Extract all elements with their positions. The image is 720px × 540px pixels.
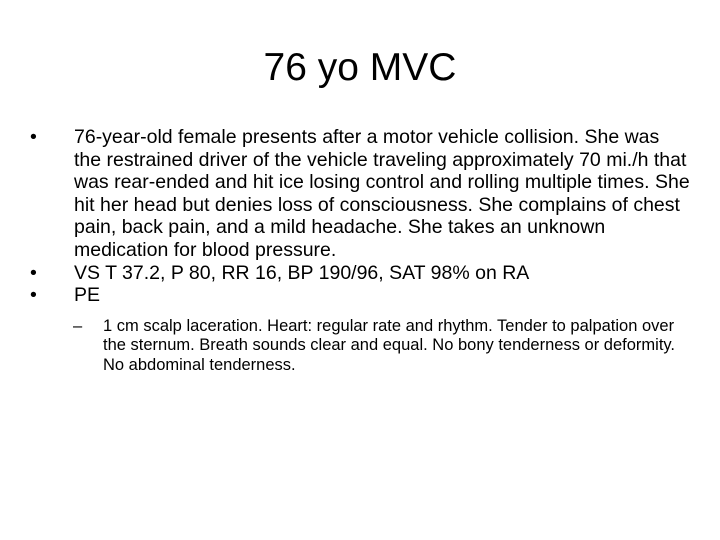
- bullet-marker: •: [30, 126, 37, 148]
- slide-title: 76 yo MVC: [263, 46, 457, 89]
- bullet-physical-exam-text: PE: [74, 284, 101, 307]
- sub-bullet-marker: –: [73, 316, 83, 335]
- bullet-history-text: 76-year-old female presents after a motor vehicle collision. She was the restrained driver of the vehicle traveling approximately 70 mi./h that was rear-ended and hit ice losing control and rolling multiple times. She hit her head but denies loss of consciousness. She complains of chest pain, back pain, and a mild headache. She takes an unknown medication for blood pressure.: [74, 126, 690, 261]
- bullet-history: [30, 126, 690, 262]
- sub-bullet-exam-findings-text: 1 cm scalp laceration. Heart: regular rate and rhythm. Tender to palpation over the sternum. Breath sounds clear and equal. No bony tenderness or deformity. No abdominal tenderness.: [103, 316, 676, 374]
- bullet-vital-signs-text: VS T 37.2, P 80, RR 16, BP 190/96, SAT 98% on RA: [74, 261, 530, 284]
- bullet-physical-exam: [30, 284, 690, 307]
- bullet-marker: •: [30, 284, 37, 307]
- bullet-vital-signs: [30, 262, 690, 285]
- bullet-marker: •: [30, 261, 37, 284]
- sub-bullet-exam-findings: [30, 317, 690, 376]
- slide-body: [30, 126, 690, 376]
